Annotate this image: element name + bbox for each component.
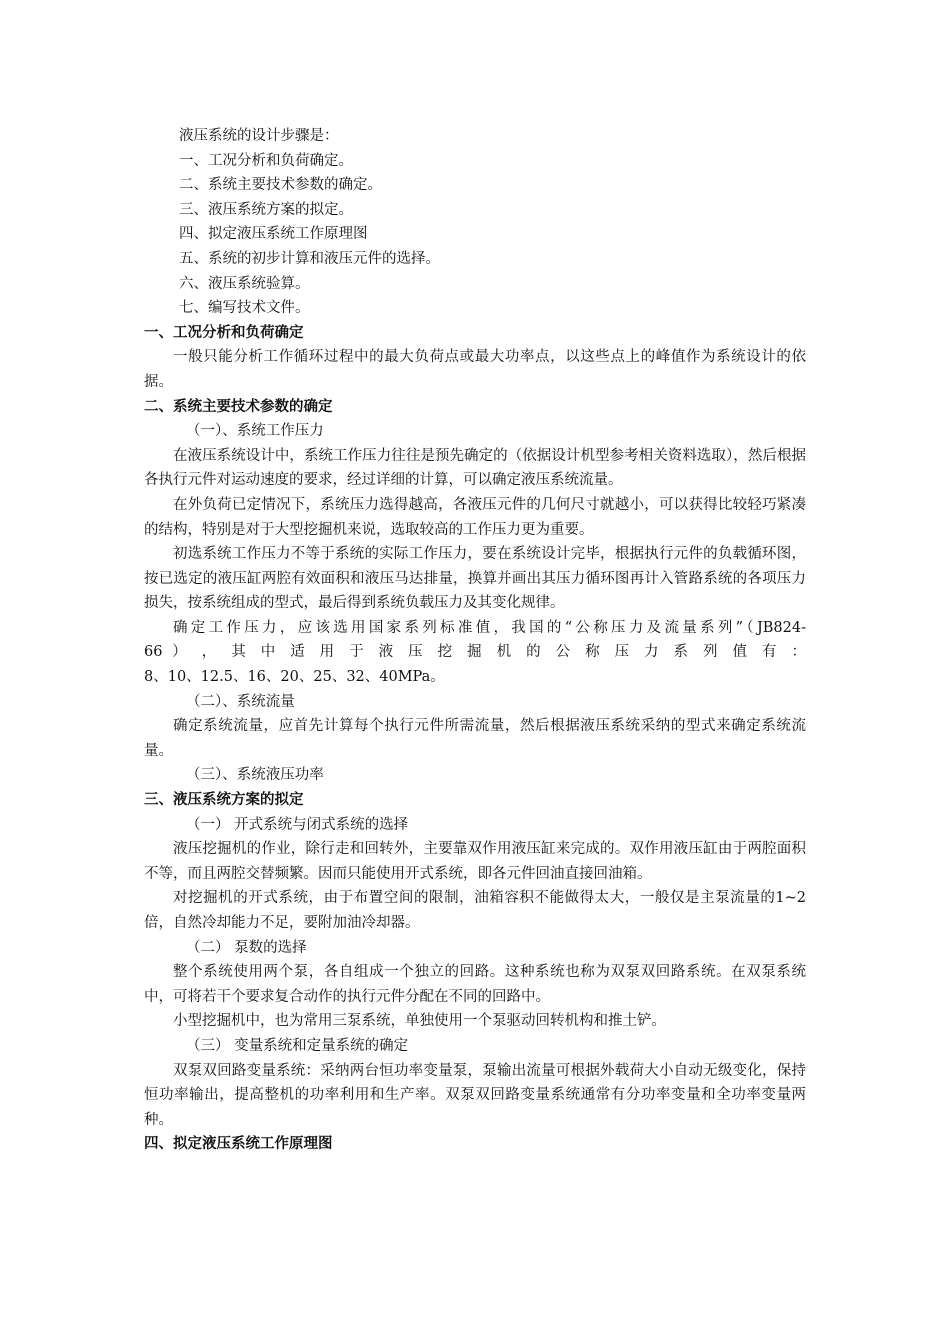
- section-3-paragraph-5: 双泵双回路变量系统：采纳两台恒功率变量泵，泵输出流量可根据外载荷大小自动无级变化，保持恒功率输出，提高整机的功率利用和生产率。双泵双回路变量系统通常有分功率变量和全功率变量两种。: [144, 1062, 806, 1128]
- section-3-paragraph-4: 小型挖掘机中，也为常用三泵系统，单独使用一个泵驱动回转机构和推土铲。: [173, 1013, 666, 1030]
- step-3: 三、液压系统方案的拟定。: [179, 201, 353, 218]
- section-2-paragraph-4-line-2: 66 ） ， 其 中 适 用 于 液 压 挖 掘 机 的 公 称 压 力 系 列 值 有 ：: [144, 644, 806, 661]
- section-1-paragraph: 一般只能分析工作循环过程中的最大负荷点或最大功率点，以这些点上的峰值作为系统设计的依据。: [144, 349, 806, 390]
- step-6: 六、液压系统验算。: [179, 275, 310, 292]
- section-2-sub-1: （一）、系统工作压力: [186, 423, 324, 440]
- section-2-paragraph-2: 在外负荷已定情况下，系统压力选得越高，各液压元件的几何尺寸就越小，可以获得比较轻巧紧凑的结构，特别是对于大型挖掘机来说，选取较高的工作压力更为重要。: [144, 496, 806, 538]
- section-3-paragraph-3: 整个系统使用两个泵，各自组成一个独立的回路。这种系统也称为双泵双回路系统。在双泵系统中，可将若干个要求复合动作的执行元件分配在不同的回路中。: [144, 964, 806, 1005]
- section-3-sub-2: （二） 泵数的选择: [186, 939, 307, 956]
- document-page: [144, 124, 806, 1157]
- section-2-sub-3: （三）、系统液压功率: [186, 767, 324, 784]
- step-4: 四、拟定液压系统工作原理图: [179, 226, 368, 243]
- section-2-heading: 二、系统主要技术参数的确定: [144, 397, 333, 415]
- section-4-heading: 四、拟定液压系统工作原理图: [144, 1135, 333, 1153]
- section-2-paragraph-4-line-1: 确定工作压力，应该选用国家系列标准值，我国的“公称压力及流量系列”（JB824-: [173, 619, 806, 636]
- section-3-paragraph-1: 液压挖掘机的作业，除行走和回转外，主要靠双作用液压缸来完成的。双作用液压缸由于两腔面积不等，而且两腔交替频繁。因而只能使用开式系统，即各元件回油直接回油箱。: [144, 841, 806, 882]
- section-3-paragraph-2: 对挖掘机的开式系统，由于布置空间的限制，油箱容积不能做得太大，一般仅是主泵流量的1~2倍，自然冷却能力不足，要附加油冷却器。: [144, 890, 806, 931]
- section-3-heading: 三、液压系统方案的拟定: [144, 791, 304, 809]
- section-2-paragraph-3: 初选系统工作压力不等于系统的实际工作压力，要在系统设计完毕，根据执行元件的负载循环图，按已选定的液压缸两腔有效面积和液压马达排量，换算并画出其压力循环图再计入管路系统的各项压力损失，按系统组成的型式，最后得到系统负载压力及其变化规律。: [144, 546, 806, 612]
- section-2-sub-2: （二）、系统流量: [186, 693, 295, 710]
- section-1-heading: 一、工况分析和负荷确定: [144, 323, 304, 341]
- step-7: 七、编写技术文件。: [179, 300, 310, 317]
- step-1: 一、工况分析和负荷确定。: [179, 152, 353, 169]
- section-3-sub-1: （一） 开式系统与闭式系统的选择: [186, 816, 409, 833]
- step-5: 五、系统的初步计算和液压元件的选择。: [179, 250, 440, 267]
- section-2-paragraph-5: 确定系统流量，应首先计算每个执行元件所需流量，然后根据液压系统采纳的型式来确定系统流量。: [144, 718, 806, 759]
- section-2-paragraph-1: 在液压系统设计中，系统工作压力往往是预先确定的（依据设计机型参考相关资料选取），然后根据各执行元件对运动速度的要求，经过详细的计算，可以确定液压系统流量。: [144, 447, 806, 489]
- intro-title: 液压系统的设计步骤是：: [179, 128, 339, 144]
- step-2: 二、系统主要技术参数的确定。: [179, 177, 382, 194]
- section-2-paragraph-4-line-3: 8、10、12.5、16、20、25、32、40MPa。: [144, 669, 445, 686]
- section-3-sub-3: （三） 变量系统和定量系统的确定: [186, 1037, 409, 1054]
